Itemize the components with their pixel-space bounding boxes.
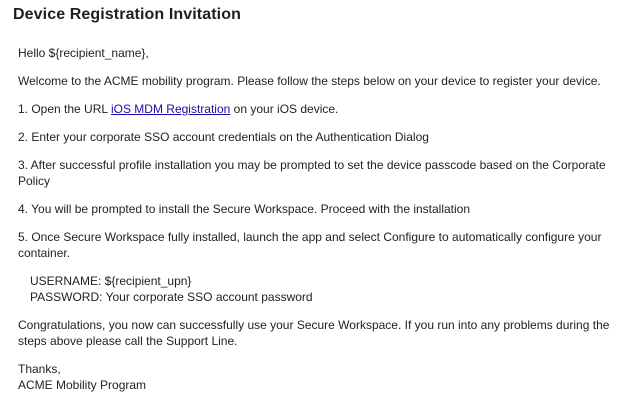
page-title: Device Registration Invitation (13, 6, 241, 23)
sign-off (18, 361, 623, 393)
step-4: 4. You will be prompted to install the Secure Workspace. Proceed with the installation (18, 202, 471, 216)
email-body (18, 45, 623, 405)
step-3: 3. After successful profile installation you may be prompted to set the device passcode based on the Corporate Policy (18, 158, 606, 188)
username-line: USERNAME: ${recipient_upn} (30, 274, 192, 288)
step-5: 5. Once Secure Workspace fully installed, launch the app and select Configure to automatically configure your container. (18, 230, 602, 260)
intro-text: Welcome to the ACME mobility program. Please follow the steps below on your device to register your device. (18, 74, 601, 88)
closing-text: Thanks, (18, 362, 61, 376)
step-2: 2. Enter your corporate SSO account credentials on the Authentication Dialog (18, 130, 429, 144)
step-1-prefix: 1. Open the URL (18, 102, 111, 116)
step-1-suffix: on your iOS device. (230, 102, 339, 116)
congratulations-text: Congratulations, you now can successfully use your Secure Workspace. If you run into any problems during the steps above please call the Support Line. (18, 318, 610, 348)
ios-mdm-registration-link[interactable]: iOS MDM Registration (110, 102, 231, 116)
step-1 (18, 101, 623, 117)
signature-text: ACME Mobility Program (18, 378, 147, 392)
greeting-text: Hello ${recipient_name}, (18, 46, 149, 60)
credentials-block (18, 273, 623, 305)
password-line: PASSWORD: Your corporate SSO account password (30, 290, 313, 304)
